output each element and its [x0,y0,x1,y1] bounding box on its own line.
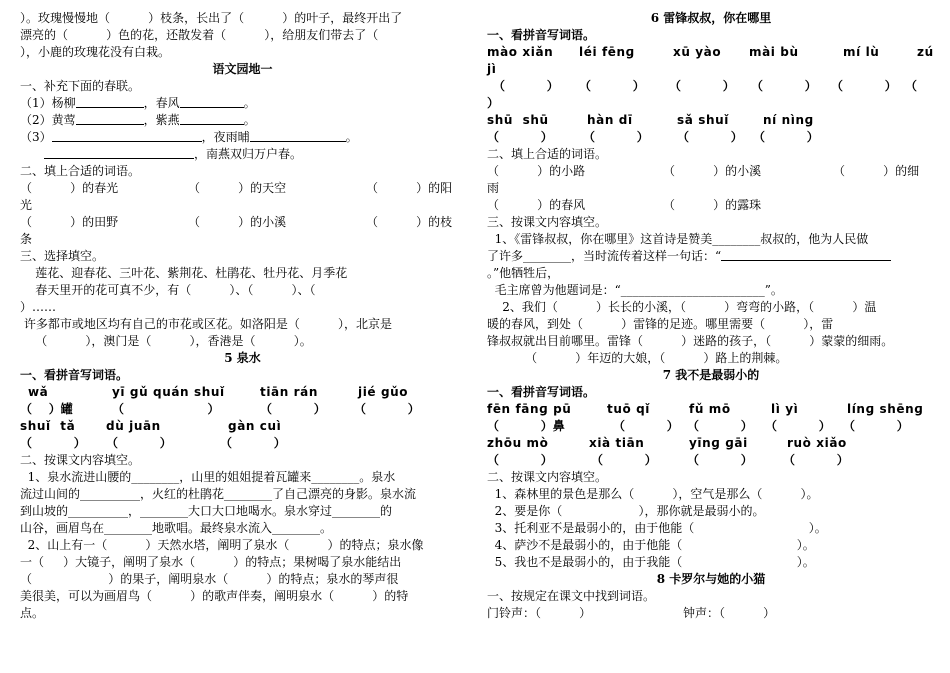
section-title: 5 泉水 [224,351,261,365]
pinyin: ní nìnɡ [763,113,814,127]
fill-item: （ ）的春光 [20,181,119,195]
answer-box: （ [905,79,918,93]
section-title: 语文园地一 [212,62,273,76]
answer-blank [76,112,144,125]
pinyin: sǎ shuǐ [677,113,729,127]
answer-box: （ ）鼻 [487,419,565,433]
text-segment: 了许多________，当时流传着这样一句话：“ [487,249,722,263]
answer-row [487,418,935,435]
couplet-text: ，夜雨晡 [201,130,250,144]
text-line [487,248,935,265]
pinyin: jié gǔo [358,385,409,399]
pinyin: shū shū [487,113,549,127]
pinyin: zú [917,45,934,59]
fill-row [487,163,935,180]
answer-box: （ ） [579,79,645,93]
answer-blank [76,95,144,108]
pinyin: mài bù [749,45,799,59]
pinyin: léi fēnɡ [579,45,635,59]
answer-row [20,435,465,452]
couplet-text: 。 [243,113,256,127]
question-heading: 二、按课文内容填空。 [20,453,141,467]
answer-blank [721,248,891,261]
pinyin: fǔ mō [689,402,731,416]
pinyin-row [487,44,935,61]
answer-box: （ ） [751,79,817,93]
question-heading: 一、看拼音写词语。 [487,385,596,399]
question-heading: 一、按规定在课文中找到词语。 [487,589,656,603]
fill-row [20,180,465,197]
fill-item: 门铃声：（ ） [487,606,592,620]
answer-box: （ ） [753,130,819,144]
text-line: 暖的春风，到处（ ）雷锋的足迹。哪里需要（ ），雷 [487,317,834,331]
answer-box: （ ）罐 [20,402,73,416]
couplet-line [20,95,465,112]
couplet-line [20,129,465,146]
section-title: 7 我不是最弱小的 [662,368,760,382]
text-line: 4、萨沙不是最弱小的，由于他能（ ）。 [487,538,815,552]
text-line: （ ），澳门是（ ），香港是（ ）。 [20,334,312,348]
couplet-text: （2）黄莺 [20,113,76,127]
section-title: 8 卡罗尔与她的小猫 [656,572,766,586]
answer-blank [250,129,346,142]
pinyin: tiān rán [260,385,319,399]
couplet-text: （3） [20,130,52,144]
text-line: 5、我也不是最弱小的，由于我能（ ）。 [487,555,815,569]
pinyin: wǎ [28,385,49,399]
text-line: 2、山上有一（ ）天然水塔，阐明了泉水（ ）的特点；泉水像 [20,538,424,552]
text-line: 流过山间的__________，火红的杜鹃花________了自己漂亮的身影。泉水流 [20,487,417,501]
pinyin: ruò xiǎo [787,436,847,450]
couplet-text: ，紫燕 [143,113,180,127]
pinyin-row [20,384,465,401]
pinyin: xū yào [673,45,722,59]
answer-box: （ ） [831,79,897,93]
answer-box: （ ） [843,419,909,433]
text-line: 3、托利亚不是最弱小的，由于他能（ ）。 [487,521,827,535]
pinyin: lì yì [771,402,799,416]
couplet-text: ，南燕双归万户春。 [194,147,303,161]
answer-row [20,401,465,418]
pinyin-row [487,401,935,418]
couplet-text: ，春风 [143,96,180,110]
fill-item: （ ）的天空 [188,181,287,195]
pinyin: dù juān [106,419,161,433]
couplet-text: 。 [243,96,256,110]
text-line: （ ）年迈的大娘，（ ）路上的荆棘。 [487,351,788,365]
text-line: 点。 [20,606,45,620]
question-heading: 一、补充下面的春联。 [20,79,141,93]
answer-row: ） [487,96,500,110]
question-heading: 三、选择填空。 [20,249,105,263]
text-line: 山谷，画眉鸟在________地歌唱。最终泉水流入________。 [20,521,333,535]
pinyin-row: jì [487,62,497,76]
answer-blank [180,112,244,125]
left-column [20,10,465,622]
answer-box: （ ） [354,402,420,416]
fill-item: （ ）的小溪 [188,215,287,229]
fill-item: （ ）的枝 [366,215,453,229]
couplet-line [20,112,465,129]
pinyin: fēn fānɡ pū [487,402,572,416]
answer-box: （ ） [493,79,559,93]
text-line: 锋叔叔就出目前哪里。雷锋（ ）迷路的孩子，（ ）蒙蒙的细雨。 [487,334,894,348]
answer-box: （ ） [783,453,849,467]
right-column [487,10,935,622]
pinyin: línɡ shēnɡ [847,402,924,416]
answer-box: （ ） [220,436,286,450]
text-line: （ ）的果子，阐明泉水（ ）的特点；泉水的琴声很 [20,572,399,586]
text-line: 1、森林里的景色是那么（ ），空气是那么（ ）。 [487,487,819,501]
pinyin: mí lù [843,45,880,59]
pinyin: yīnɡ ɡāi [689,436,748,450]
answer-row [487,452,935,469]
fill-item: （ ）的阳 [366,181,453,195]
question-heading: 三、按课文内容填空。 [487,215,608,229]
text-line: ）…… [20,300,57,314]
fill-item: （ ）的露珠 [663,198,762,212]
couplet-line [20,146,465,163]
pinyin: hàn dī [587,113,633,127]
text-line: 2、要是你（ ），那你就是最弱小的。 [487,504,765,518]
text-line: 毛主席曾为他题词是：“________________________”。 [487,283,783,297]
pinyin: gàn cuì [228,419,282,433]
answer-box: （ ） [20,436,86,450]
pinyin-row [487,435,935,452]
text-line: ），小鹿的玫瑰花没有白栽。 [20,45,171,59]
answer-box: （ ） [260,402,326,416]
answer-box: （ ） [112,402,220,416]
question-heading: 一、看拼音写词语。 [487,28,596,42]
answer-row [487,129,935,146]
text-line: 莲花、迎春花、三叶花、紫荆花、杜鹃花、牡丹花、月季花 [20,266,348,280]
answer-box: （ ） [487,453,553,467]
answer-box: （ ） [106,436,172,450]
fill-item: （ ）的小溪 [663,164,762,178]
answer-blank [180,95,244,108]
answer-box: （ ） [487,130,553,144]
pinyin-row [487,112,935,129]
pinyin-row [20,418,465,435]
pinyin: mào xiǎn [487,45,554,59]
fill-item: （ ）的小路 [487,164,586,178]
text-line: 漂亮的（ ）色的花，还散发着（ ），给朋友们带去了（ [20,28,379,42]
answer-row [487,78,935,95]
fill-item: （ ）的田野 [20,215,119,229]
pinyin: tuō qǐ [607,402,651,416]
fill-row [20,214,465,231]
text-line: 光 [20,198,33,212]
text-line: 雨 [487,181,500,195]
text-line: 美很美，可以为画眉鸟（ ）的歌声伴奏，阐明泉水（ ）的特 [20,589,409,603]
question-heading: 二、填上合适的词语。 [487,147,608,161]
text-line: 2、我们（ ）长长的小溪，（ ）弯弯的小路，（ ）温 [487,300,877,314]
pinyin: xià tiān [589,436,645,450]
text-line: ）。玫瑰慢慢地（ ）枝条，长出了（ ）的叶子，最终开出了 [20,11,403,25]
pinyin: shuǐ tǎ [20,419,76,433]
answer-blank [44,146,194,159]
answer-box: （ ） [687,419,753,433]
text-line: 到山坡的__________，________大口大口地喝水。泉水穿过________的 [20,504,393,518]
text-line: 1、泉水流进山腰的________，山里的姐姐提着瓦罐来________。泉水 [20,470,396,484]
answer-box: （ ） [613,419,679,433]
answer-box: （ ） [765,419,831,433]
question-heading: 二、按课文内容填空。 [487,470,608,484]
pinyin: zhōu mò [487,436,549,450]
text-line: 。”他牺牲后， [487,266,560,280]
answer-box: （ ） [677,130,743,144]
answer-blank [52,129,202,142]
answer-box: （ ） [591,453,657,467]
text-line: 一（ ）大镜子，阐明了泉水（ ）的特点；果树喝了泉水能结出 [20,555,402,569]
text-line: 春天里开的花可真不少，有（ ）、（ ）、（ [20,283,316,297]
couplet-text: 。 [345,130,358,144]
text-line: 1、《雷锋叔叔，你在哪里》这首诗是赞美________叔叔的，他为人民做 [487,232,869,246]
question-heading: 一、看拼音写词语。 [20,368,129,382]
couplet-text: （1）杨柳 [20,96,76,110]
section-title: 6 雷锋叔叔，你在哪里 [650,11,772,25]
text-line: 条 [20,232,33,246]
pinyin: yī gǔ quán shuǐ [112,385,225,399]
fill-item: （ ）的春风 [487,198,586,212]
fill-item: （ ）的细 [833,164,920,178]
fill-row [487,197,935,214]
question-heading: 二、填上合适的词语。 [20,164,141,178]
answer-box: （ ） [583,130,649,144]
fill-item: 钟声：（ ） [683,606,776,620]
answer-box: （ ） [687,453,753,467]
answer-box: （ ） [669,79,735,93]
text-line: 许多都市或地区均有自己的市花或区花。如洛阳是（ ），北京是 [20,317,392,331]
fill-row [487,605,935,622]
